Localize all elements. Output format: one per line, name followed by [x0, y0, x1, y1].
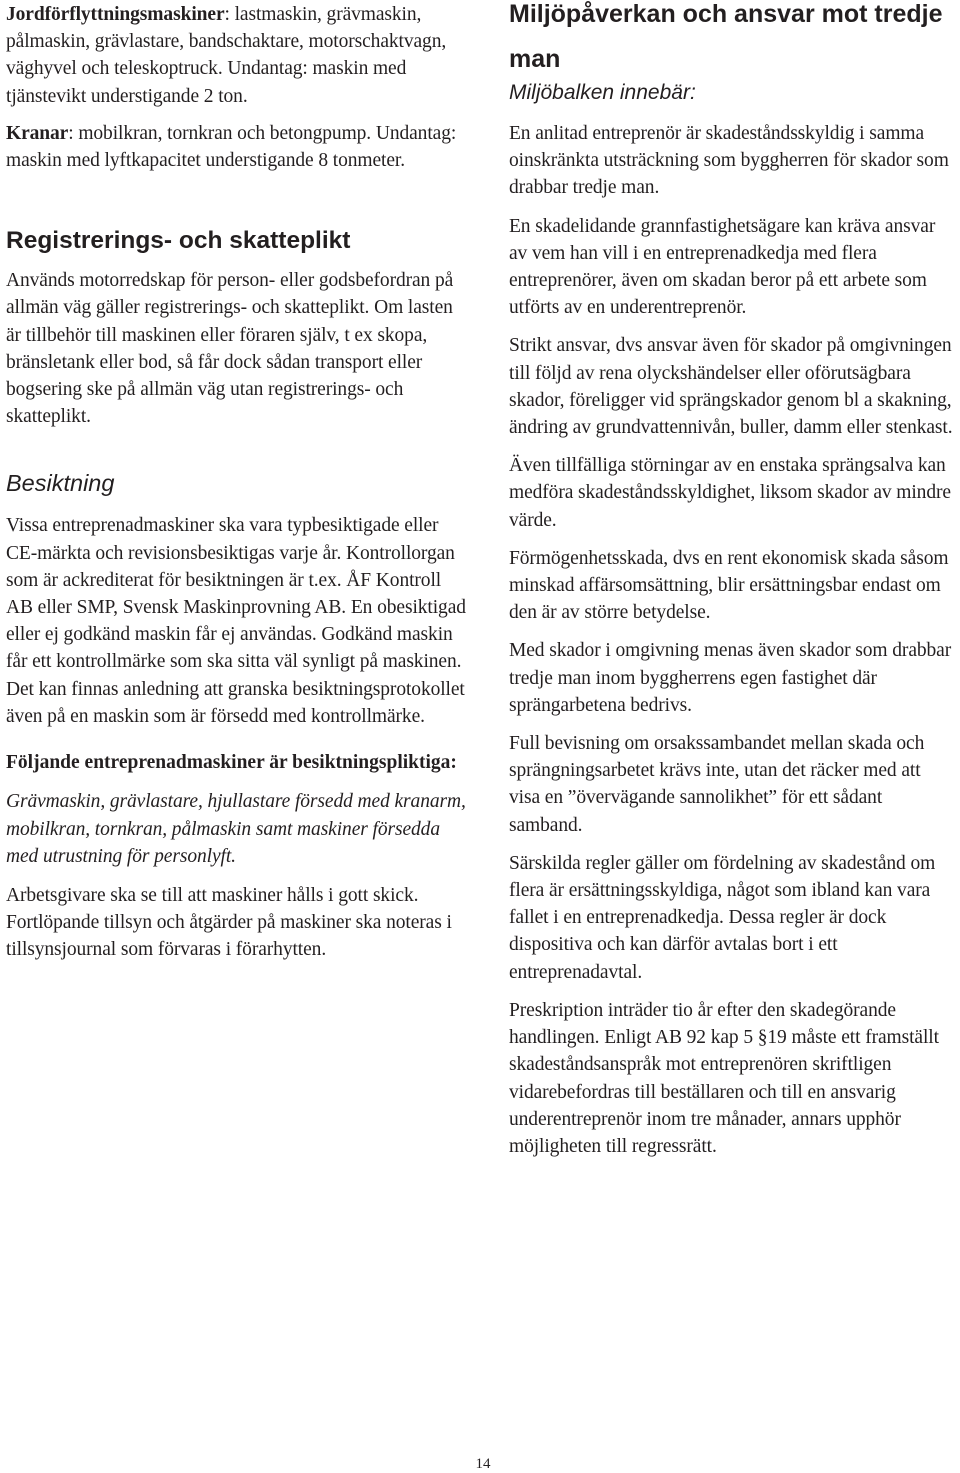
paragraph-right-6: Med skador i omgivning menas även skador som drabbar tredje man inom byggherrens egen fastighet där sprängarbetena bedrivs.	[509, 640, 952, 716]
paragraph-right-8: Särskilda regler gäller om fördelning av skadestånd om flera är ersättningsskyldiga, något som ibland kan vara fallet i en entreprenadkedja. Dessa regler är dock dispositiva och kan därför avtalas bort i ett entreprenadavtal.	[509, 852, 936, 983]
heading-environment: Miljöpåverkan och ansvar mot tredje man	[509, 0, 943, 73]
text-cranes: : mobilkran, tornkran och betongpump. Undantag: maskin med lyftkapacitet understigande 8 tonmeter.	[6, 122, 457, 172]
left-column	[6, 0, 468, 964]
paragraph-right-5: Förmögenhetsskada, dvs en rent ekonomisk skada såsom minskad affärsomsättning, blir ersättningsbar endast om den är av större betydelse.	[509, 547, 949, 624]
heading-required: Följande entreprenadmaskiner är besiktningspliktiga:	[6, 752, 457, 774]
paragraph-right-4: Även tillfälliga störningar av en enstaka sprängsalva kan medföra skadeståndsskyldighet, liksom skador av mindre värde.	[509, 455, 951, 531]
paragraph-inspection: Vissa entreprenadmaskiner ska vara typbesiktigade eller CE-märkta och revisionsbesiktigas varje år. Kontrollorgan som är ackrediterat för besiktningen är t.ex. ÅF Kontroll AB eller SMP, Svensk Maskinprovning AB. En obesiktigad eller ej godkänd maskin får ej användas. Godkänd maskin får ett kontrollmärke som ska sitta väl synligt på maskinen. Det kan finnas anledning att granska besiktningsprotokollet även på en maskin som är försedd med kontrollmärke.	[6, 515, 466, 727]
paragraph-cranes	[6, 120, 468, 174]
paragraph-right-9: Preskription inträder tio år efter den skadegörande handlingen. Enligt AB 92 kap 5 §19 måste ett framställt skadeståndsanspråk mot entreprenören skriftligen vidarebefordras till beställaren och till en ansvarig underentreprenör inom tre månader, annars upphör möjligheten till regressrätt.	[509, 999, 939, 1157]
paragraph-right-1: En anlitad entreprenör är skadeståndsskyldig i samma oinskränkta utsträckning som byggherren för skador som drabbar tredje man.	[509, 123, 949, 199]
paragraph-registration: Används motorredskap för person- eller godsbefordran på allmän väg gäller registrerings- och skatteplikt. Om lasten är tillbehör till maskinen eller föraren själv, t ex skopa, bränsletank eller bod, så får dock sådan transport eller bogsering ske på allmän väg utan registrerings- och skatteplikt.	[6, 270, 454, 428]
paragraph-employer: Arbetsgivare ska se till att maskiner hålls i gott skick. Fortlöpande tillsyn och åtgärder på maskiner ska noteras i tillsynsjournal som förvaras i förarhytten.	[6, 885, 452, 961]
page-number: 14	[475, 1456, 491, 1472]
paragraph-earthmoving	[6, 1, 468, 110]
subheading-environmental-code: Miljöbalken innebär:	[509, 81, 696, 104]
text-earthmoving: : lastmaskin, grävmaskin, pålmaskin, grävlastare, bandschaktare, motorschaktvagn, väghyvel och teleskoptruck. Undantag: maskin med tjänstevikt understigande 2 ton.	[6, 4, 447, 107]
paragraph-required-list: Grävmaskin, grävlastare, hjullastare försedd med kranarm, mobilkran, tornkran, pålmaskin samt maskiner försedda med utrustning för personlyft.	[6, 791, 466, 867]
heading-registration: Registrerings- och skatteplikt	[6, 227, 351, 255]
right-column	[509, 0, 956, 1160]
term-earthmoving: Jordförflyttningsmaskiner	[6, 4, 225, 25]
paragraph-right-2: En skadelidande grannfastighetsägare kan kräva ansvar av vem han vill i en entreprenadkedja med flera entreprenörer, även om skadan beror på ett arbete som utförts av en underentreprenör.	[509, 215, 936, 319]
heading-inspection: Besiktning	[6, 470, 115, 497]
paragraph-right-3: Strikt ansvar, dvs ansvar även för skador på omgivningen till följd av rena olyckshändelser eller oförutsägbara skador, föreligger vid sprängskador genom bl a skakning, ändring av grundvattennivån, buller, damm eller stenkast.	[509, 335, 953, 439]
paragraph-right-7: Full bevisning om orsakssambandet mellan skada och sprängningsarbetet krävs inte, utan det räcker med att visa en ”övervägande sannolikhet” för ett sådant samband.	[509, 733, 925, 836]
term-cranes: Kranar	[6, 122, 69, 144]
